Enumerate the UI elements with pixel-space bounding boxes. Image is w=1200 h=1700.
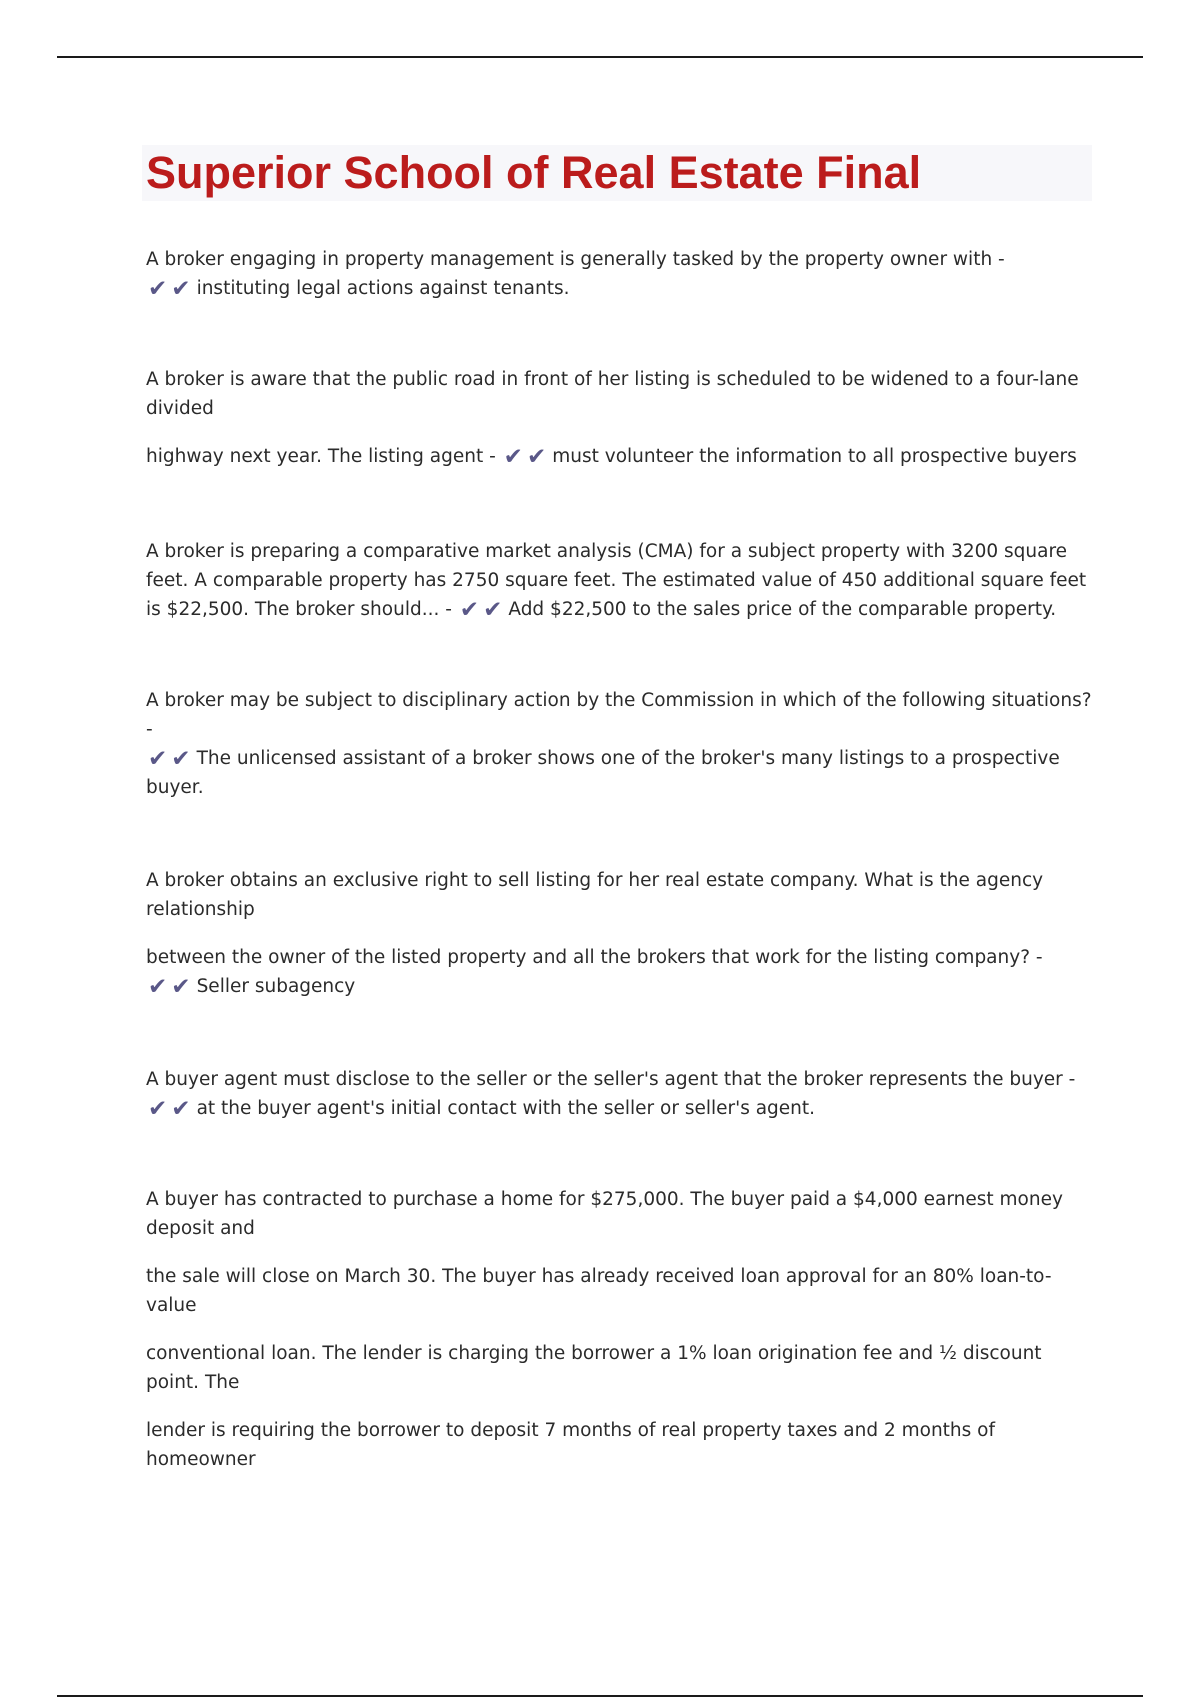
answer-text: must volunteer the information to all prospective buyers [552, 446, 1077, 467]
question-item [146, 866, 1096, 1001]
question-text-body: A broker is preparing a comparative market analysis (CMA) for a subject property with 3200 square feet. A comparable property has 2750 square feet. The estimated value of 450 additional square feet is [146, 541, 1087, 620]
question-text: lender is requiring the borrower to deposit 7 months of real property taxes and 2 months of homeowner [146, 1420, 995, 1470]
top-rule [57, 56, 1143, 58]
answer-text: at the buyer agent's initial contact with the seller or seller's agent. [196, 1098, 816, 1119]
check-icon: ✔ [171, 1096, 193, 1122]
question-text-continued: $22,500. The broker should... - [166, 599, 452, 620]
document-title: Superior School of Real Estate Final [146, 147, 922, 198]
check-icon: ✔ [459, 597, 482, 623]
answer-checks [148, 974, 193, 1000]
check-icon: ✔ [148, 974, 170, 1000]
bottom-rule [57, 1695, 1143, 1697]
question-item [146, 245, 1096, 303]
answer-checks [148, 746, 193, 772]
question-item [146, 1065, 1096, 1123]
answer-line [146, 744, 1096, 802]
question-text: the sale will close on March 30. The buyer has already received loan approval for an 80% loan-to-value [146, 1266, 1052, 1316]
answer-text: instituting legal actions against tenants. [196, 278, 570, 299]
answer-line [146, 1094, 1096, 1123]
check-icon: ✔ [171, 276, 193, 302]
question-text: A buyer has contracted to purchase a home for $275,000. The buyer paid a $4,000 earnest money deposit and [146, 1189, 1063, 1239]
answer-line [146, 274, 1096, 303]
answer-text: Add $22,500 to the sales price of the comparable property. [508, 599, 1057, 620]
answer-text: Seller subagency [196, 976, 356, 997]
answer-line [146, 972, 1096, 1001]
check-icon: ✔ [483, 597, 505, 623]
answer-checks [148, 276, 193, 302]
answer-text: The unlicensed assistant of a broker shows one of the broker's many listings to a prospective buyer. [146, 748, 1060, 798]
question-item [146, 365, 1096, 471]
question-text: A buyer agent must disclose to the seller or the seller's agent that the broker represents the buyer - [146, 1069, 1076, 1090]
question-text-continued: highway next year. The listing agent - [146, 446, 496, 467]
question-text: A broker obtains an exclusive right to sell listing for her real estate company. What is the agency relationship [146, 870, 1044, 920]
question-text: A broker engaging in property management is generally tasked by the property owner with - [146, 249, 1005, 270]
answer-checks [148, 1096, 193, 1122]
answer-line [146, 442, 1096, 471]
question-item [146, 537, 1096, 624]
question-text [146, 537, 1096, 624]
answer-checks [503, 444, 549, 470]
question-text: A broker may be subject to disciplinary action by the Commission in which of the following situations? - [146, 690, 1092, 740]
question-text: between the owner of the listed property and all the brokers that work for the listing company? - [146, 947, 1043, 968]
check-icon: ✔ [148, 746, 170, 772]
answer-checks [459, 597, 505, 623]
question-text: conventional loan. The lender is charging the borrower a 1% loan origination fee and ½ discount point. The [146, 1343, 1042, 1393]
check-icon: ✔ [526, 444, 549, 470]
check-icon: ✔ [171, 746, 193, 772]
question-item [146, 686, 1096, 802]
check-icon: ✔ [171, 974, 193, 1000]
check-icon: ✔ [148, 276, 170, 302]
question-list [146, 245, 1096, 1474]
question-text: A broker is aware that the public road in front of her listing is scheduled to be widened to a four-lane divided [146, 369, 1079, 419]
check-icon: ✔ [148, 1096, 170, 1122]
check-icon: ✔ [503, 444, 525, 470]
question-item [146, 1185, 1096, 1474]
